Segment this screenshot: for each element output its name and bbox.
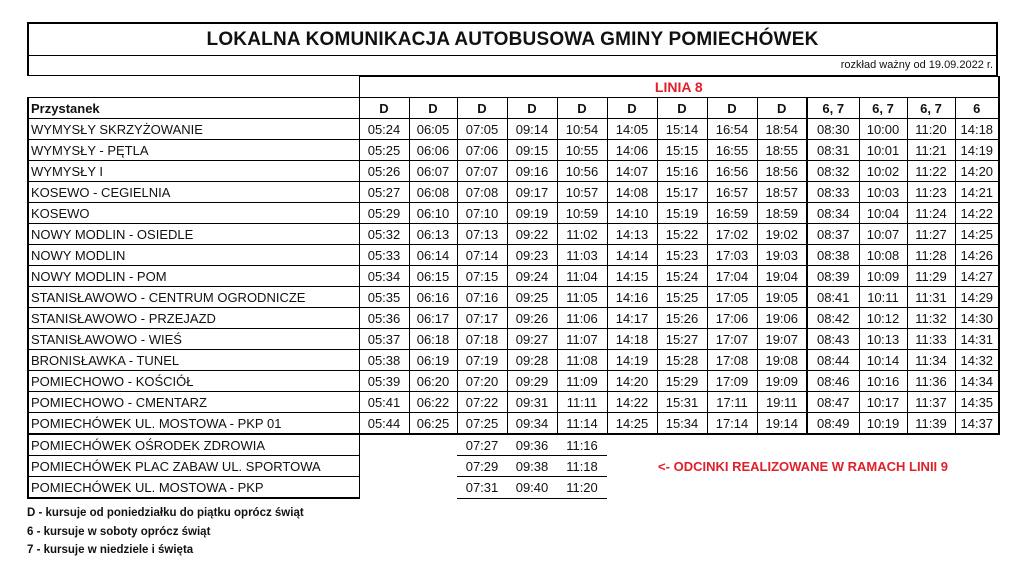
departure-time: 14:08 xyxy=(607,182,657,203)
table-row xyxy=(28,140,999,161)
departure-time: 11:05 xyxy=(557,287,607,308)
departure-time: 17:14 xyxy=(707,413,757,435)
departure-time: 14:06 xyxy=(607,140,657,161)
departure-time: 06:06 xyxy=(409,140,457,161)
departure-time: 05:38 xyxy=(359,350,409,371)
departure-time: 14:14 xyxy=(607,245,657,266)
departure-time: 09:24 xyxy=(507,266,557,287)
stop-name: WYMYSŁY I xyxy=(28,161,359,182)
departure-time: 14:35 xyxy=(955,392,999,413)
day-code-header: D xyxy=(757,98,807,119)
departure-time: 05:36 xyxy=(359,308,409,329)
departure-time: 11:16 xyxy=(557,434,607,456)
departure-time: 08:47 xyxy=(807,392,859,413)
departure-time: 09:26 xyxy=(507,308,557,329)
extension-stops xyxy=(28,434,999,498)
departure-time: 11:24 xyxy=(907,203,955,224)
departure-time: 07:07 xyxy=(457,161,507,182)
departure-time: 05:26 xyxy=(359,161,409,182)
departure-time: 07:06 xyxy=(457,140,507,161)
day-code-header: D xyxy=(707,98,757,119)
departure-time: 07:19 xyxy=(457,350,507,371)
departure-time: 19:08 xyxy=(757,350,807,371)
departure-time: 11:20 xyxy=(907,119,955,140)
stop-name: WYMYSŁY - PĘTLA xyxy=(28,140,359,161)
departure-time: 10:08 xyxy=(859,245,907,266)
departure-time: 06:10 xyxy=(409,203,457,224)
departure-time: 05:25 xyxy=(359,140,409,161)
stop-name: POMIECHÓWEK OŚRODEK ZDROWIA xyxy=(28,434,359,456)
departure-time: 15:22 xyxy=(657,224,707,245)
day-code-header: D xyxy=(457,98,507,119)
departure-time: 08:41 xyxy=(807,287,859,308)
departure-time: 10:07 xyxy=(859,224,907,245)
departure-time: 06:13 xyxy=(409,224,457,245)
table-row xyxy=(28,308,999,329)
departure-time: 07:14 xyxy=(457,245,507,266)
departure-time: 10:03 xyxy=(859,182,907,203)
stop-name: NOWY MODLIN xyxy=(28,245,359,266)
departure-time: 19:02 xyxy=(757,224,807,245)
departure-time: 14:13 xyxy=(607,224,657,245)
departure-time: 14:20 xyxy=(955,161,999,182)
departure-time: 17:02 xyxy=(707,224,757,245)
day-code-header: D xyxy=(359,98,409,119)
table-row xyxy=(28,287,999,308)
departure-time: 09:28 xyxy=(507,350,557,371)
departure-time: 08:42 xyxy=(807,308,859,329)
stop-name: POMIECHÓWEK UL. MOSTOWA - PKP 01 xyxy=(28,413,359,435)
departure-time: 11:27 xyxy=(907,224,955,245)
departure-time: 18:56 xyxy=(757,161,807,182)
departure-time: 14:16 xyxy=(607,287,657,308)
departure-time: 10:09 xyxy=(859,266,907,287)
departure-time: 10:55 xyxy=(557,140,607,161)
departure-time: 09:14 xyxy=(507,119,557,140)
table-row xyxy=(28,413,999,435)
departure-time: 10:16 xyxy=(859,371,907,392)
legend xyxy=(27,504,998,560)
departure-time: 06:19 xyxy=(409,350,457,371)
timetable-title: LOKALNA KOMUNIKACJA AUTOBUSOWA GMINY POMIECHÓWEK xyxy=(27,22,998,56)
stop-name: STANISŁAWOWO - CENTRUM OGRODNICZE xyxy=(28,287,359,308)
departure-time: 10:01 xyxy=(859,140,907,161)
stop-name: KOSEWO - CEGIELNIA xyxy=(28,182,359,203)
departure-time: 05:41 xyxy=(359,392,409,413)
stop-name: POMIECHOWO - KOŚCIÓŁ xyxy=(28,371,359,392)
stop-name: POMIECHÓWEK PLAC ZABAW UL. SPORTOWA xyxy=(28,456,359,477)
departure-time: 10:14 xyxy=(859,350,907,371)
departure-time: 14:25 xyxy=(955,224,999,245)
departure-time: 11:09 xyxy=(557,371,607,392)
departure-time: 10:12 xyxy=(859,308,907,329)
departure-time: 06:14 xyxy=(409,245,457,266)
departure-time: 10:56 xyxy=(557,161,607,182)
stop-name: STANISŁAWOWO - PRZEJAZD xyxy=(28,308,359,329)
line-name: LINIA 8 xyxy=(359,77,999,98)
table-row xyxy=(28,350,999,371)
departure-time: 10:11 xyxy=(859,287,907,308)
departure-time: 14:37 xyxy=(955,413,999,435)
departure-time: 11:36 xyxy=(907,371,955,392)
departure-time: 07:16 xyxy=(457,287,507,308)
departure-time: 07:10 xyxy=(457,203,507,224)
departure-time: 05:35 xyxy=(359,287,409,308)
day-code-header: 6, 7 xyxy=(907,98,955,119)
departure-time: 14:07 xyxy=(607,161,657,182)
stop-name: NOWY MODLIN - POM xyxy=(28,266,359,287)
departure-time: 11:06 xyxy=(557,308,607,329)
day-code-header: 6, 7 xyxy=(807,98,859,119)
day-code-header: D xyxy=(657,98,707,119)
day-code-header: D xyxy=(557,98,607,119)
line-row xyxy=(28,77,999,98)
departure-time: 14:05 xyxy=(607,119,657,140)
departure-time: 14:18 xyxy=(607,329,657,350)
departure-time: 07:25 xyxy=(457,413,507,435)
departure-time: 11:14 xyxy=(557,413,607,435)
table-row xyxy=(28,329,999,350)
departure-time: 05:27 xyxy=(359,182,409,203)
departure-time: 17:09 xyxy=(707,371,757,392)
stop-name: POMIECHOWO - CMENTARZ xyxy=(28,392,359,413)
departure-time: 14:19 xyxy=(955,140,999,161)
departure-time: 11:22 xyxy=(907,161,955,182)
departure-time: 05:32 xyxy=(359,224,409,245)
departure-time: 06:20 xyxy=(409,371,457,392)
departure-time: 15:25 xyxy=(657,287,707,308)
departure-time: 08:37 xyxy=(807,224,859,245)
departure-time: 10:57 xyxy=(557,182,607,203)
table-row xyxy=(28,224,999,245)
departure-time: 10:17 xyxy=(859,392,907,413)
departure-time: 18:57 xyxy=(757,182,807,203)
departure-time: 06:22 xyxy=(409,392,457,413)
departure-time: 14:15 xyxy=(607,266,657,287)
departure-time: 08:32 xyxy=(807,161,859,182)
departure-time: 09:22 xyxy=(507,224,557,245)
departure-time: 17:07 xyxy=(707,329,757,350)
departure-time: 06:17 xyxy=(409,308,457,329)
day-code-header: 6 xyxy=(955,98,999,119)
departure-time: 11:04 xyxy=(557,266,607,287)
departure-time: 09:27 xyxy=(507,329,557,350)
departure-time: 14:26 xyxy=(955,245,999,266)
departure-time: 14:25 xyxy=(607,413,657,435)
departure-time: 11:07 xyxy=(557,329,607,350)
departure-time: 14:21 xyxy=(955,182,999,203)
departure-time: 11:31 xyxy=(907,287,955,308)
departure-time: 06:25 xyxy=(409,413,457,435)
stop-name: NOWY MODLIN - OSIEDLE xyxy=(28,224,359,245)
departure-time: 05:39 xyxy=(359,371,409,392)
departure-time: 07:27 xyxy=(457,434,507,456)
departure-time: 08:39 xyxy=(807,266,859,287)
departure-time: 14:22 xyxy=(955,203,999,224)
departure-time: 14:27 xyxy=(955,266,999,287)
departure-time: 14:31 xyxy=(955,329,999,350)
departure-time: 19:06 xyxy=(757,308,807,329)
table-row xyxy=(28,119,999,140)
departure-time: 14:10 xyxy=(607,203,657,224)
table-row xyxy=(28,266,999,287)
departure-time: 05:33 xyxy=(359,245,409,266)
departure-time: 08:38 xyxy=(807,245,859,266)
day-codes-row xyxy=(28,98,999,119)
validity-date: rozkład ważny od 19.09.2022 r. xyxy=(27,56,998,76)
departure-time: 09:19 xyxy=(507,203,557,224)
departure-time: 19:03 xyxy=(757,245,807,266)
table-row xyxy=(28,203,999,224)
departure-time: 09:16 xyxy=(507,161,557,182)
departure-time: 09:40 xyxy=(507,477,557,499)
departure-time: 17:05 xyxy=(707,287,757,308)
departure-time: 09:31 xyxy=(507,392,557,413)
timetable-grid xyxy=(27,76,1000,499)
departure-time: 10:19 xyxy=(859,413,907,435)
departure-time: 08:43 xyxy=(807,329,859,350)
departure-time: 17:06 xyxy=(707,308,757,329)
departure-time: 10:13 xyxy=(859,329,907,350)
day-code-header: D xyxy=(409,98,457,119)
departure-time: 18:55 xyxy=(757,140,807,161)
departure-time: 09:36 xyxy=(507,434,557,456)
departure-time: 05:29 xyxy=(359,203,409,224)
departure-time: 19:09 xyxy=(757,371,807,392)
departure-time: 19:14 xyxy=(757,413,807,435)
departure-time: 15:31 xyxy=(657,392,707,413)
timetable-sheet xyxy=(27,22,998,560)
departure-time: 07:08 xyxy=(457,182,507,203)
departure-time: 19:05 xyxy=(757,287,807,308)
departure-time: 11:08 xyxy=(557,350,607,371)
stop-column-header: Przystanek xyxy=(28,98,359,119)
day-code-header: D xyxy=(507,98,557,119)
departure-time: 10:02 xyxy=(859,161,907,182)
departure-time: 15:16 xyxy=(657,161,707,182)
departure-time: 14:19 xyxy=(607,350,657,371)
departure-time: 15:15 xyxy=(657,140,707,161)
stop-name: STANISŁAWOWO - WIEŚ xyxy=(28,329,359,350)
departure-time: 07:13 xyxy=(457,224,507,245)
departure-time: 11:02 xyxy=(557,224,607,245)
departure-time: 10:04 xyxy=(859,203,907,224)
departure-time: 11:03 xyxy=(557,245,607,266)
departure-time: 17:04 xyxy=(707,266,757,287)
departure-time: 08:34 xyxy=(807,203,859,224)
departure-time: 05:34 xyxy=(359,266,409,287)
departure-time: 06:08 xyxy=(409,182,457,203)
departure-time: 07:17 xyxy=(457,308,507,329)
departure-time: 15:23 xyxy=(657,245,707,266)
departure-time: 10:59 xyxy=(557,203,607,224)
departure-time: 11:33 xyxy=(907,329,955,350)
departure-time: 14:17 xyxy=(607,308,657,329)
departure-time: 07:31 xyxy=(457,477,507,499)
departure-time: 09:25 xyxy=(507,287,557,308)
departure-time: 15:19 xyxy=(657,203,707,224)
departure-time: 15:24 xyxy=(657,266,707,287)
table-row xyxy=(28,392,999,413)
departure-time: 15:14 xyxy=(657,119,707,140)
departure-time: 09:34 xyxy=(507,413,557,435)
departure-time: 06:16 xyxy=(409,287,457,308)
departure-time: 15:27 xyxy=(657,329,707,350)
departure-time: 11:21 xyxy=(907,140,955,161)
departure-time: 08:49 xyxy=(807,413,859,435)
departure-time: 16:57 xyxy=(707,182,757,203)
departure-time: 19:04 xyxy=(757,266,807,287)
departure-time: 08:30 xyxy=(807,119,859,140)
departure-time: 14:34 xyxy=(955,371,999,392)
departure-time: 17:03 xyxy=(707,245,757,266)
departure-time: 11:39 xyxy=(907,413,955,435)
departure-time: 11:32 xyxy=(907,308,955,329)
departure-time: 14:22 xyxy=(607,392,657,413)
departure-time: 17:11 xyxy=(707,392,757,413)
departure-time: 15:26 xyxy=(657,308,707,329)
legend-item: D - kursuje od poniedziałku do piątku oprócz świąt xyxy=(27,507,304,519)
table-row xyxy=(28,434,999,456)
departure-time: 06:07 xyxy=(409,161,457,182)
departure-time: 16:55 xyxy=(707,140,757,161)
departure-time: 14:18 xyxy=(955,119,999,140)
stop-name: BRONISŁAWKA - TUNEL xyxy=(28,350,359,371)
departure-time: 15:17 xyxy=(657,182,707,203)
departure-time: 11:34 xyxy=(907,350,955,371)
departure-time: 11:23 xyxy=(907,182,955,203)
departure-time: 14:29 xyxy=(955,287,999,308)
day-code-header: 6, 7 xyxy=(859,98,907,119)
stop-name: POMIECHÓWEK UL. MOSTOWA - PKP xyxy=(28,477,359,499)
departure-time: 17:08 xyxy=(707,350,757,371)
departure-time: 15:29 xyxy=(657,371,707,392)
departure-time: 09:15 xyxy=(507,140,557,161)
stop-name: KOSEWO xyxy=(28,203,359,224)
departure-time: 07:22 xyxy=(457,392,507,413)
departure-time: 16:54 xyxy=(707,119,757,140)
departure-time: 05:37 xyxy=(359,329,409,350)
departure-time: 07:15 xyxy=(457,266,507,287)
departure-time: 09:29 xyxy=(507,371,557,392)
departure-time: 06:05 xyxy=(409,119,457,140)
departure-time: 10:00 xyxy=(859,119,907,140)
departure-time: 19:11 xyxy=(757,392,807,413)
day-code-header: D xyxy=(607,98,657,119)
departure-time: 09:23 xyxy=(507,245,557,266)
departure-time: 14:20 xyxy=(607,371,657,392)
departure-time: 16:59 xyxy=(707,203,757,224)
departure-time: 11:29 xyxy=(907,266,955,287)
departure-time: 11:11 xyxy=(557,392,607,413)
departure-time: 19:07 xyxy=(757,329,807,350)
departure-time: 06:18 xyxy=(409,329,457,350)
departure-time: 18:59 xyxy=(757,203,807,224)
departure-time: 14:32 xyxy=(955,350,999,371)
departure-time: 07:29 xyxy=(457,456,507,477)
departure-time: 05:24 xyxy=(359,119,409,140)
departure-time: 15:34 xyxy=(657,413,707,435)
departure-time: 11:18 xyxy=(557,456,607,477)
departure-time: 08:44 xyxy=(807,350,859,371)
departure-time: 11:28 xyxy=(907,245,955,266)
stop-name: WYMYSŁY SKRZYŻOWANIE xyxy=(28,119,359,140)
main-stops xyxy=(28,119,999,435)
departure-time: 07:05 xyxy=(457,119,507,140)
departure-time: 07:20 xyxy=(457,371,507,392)
departure-time: 16:56 xyxy=(707,161,757,182)
departure-time: 09:17 xyxy=(507,182,557,203)
table-row xyxy=(28,161,999,182)
departure-time: 06:15 xyxy=(409,266,457,287)
departure-time: 07:18 xyxy=(457,329,507,350)
departure-time: 08:46 xyxy=(807,371,859,392)
departure-time: 05:44 xyxy=(359,413,409,435)
departure-time: 14:30 xyxy=(955,308,999,329)
legend-item: 6 - kursuje w soboty oprócz świąt xyxy=(27,525,211,538)
departure-time: 15:28 xyxy=(657,350,707,371)
departure-time: 09:38 xyxy=(507,456,557,477)
departure-time: 08:31 xyxy=(807,140,859,161)
departure-time: 10:54 xyxy=(557,119,607,140)
table-row xyxy=(28,182,999,203)
departure-time: 11:37 xyxy=(907,392,955,413)
legend-item: 7 - kursuje w niedziele i święta xyxy=(27,544,194,556)
departure-time: 18:54 xyxy=(757,119,807,140)
table-row xyxy=(28,371,999,392)
departure-time: 08:33 xyxy=(807,182,859,203)
table-row xyxy=(28,245,999,266)
extension-note: <- ODCINKI REALIZOWANE W RAMACH LINII 9 xyxy=(658,459,949,474)
departure-time: 11:20 xyxy=(557,477,607,499)
